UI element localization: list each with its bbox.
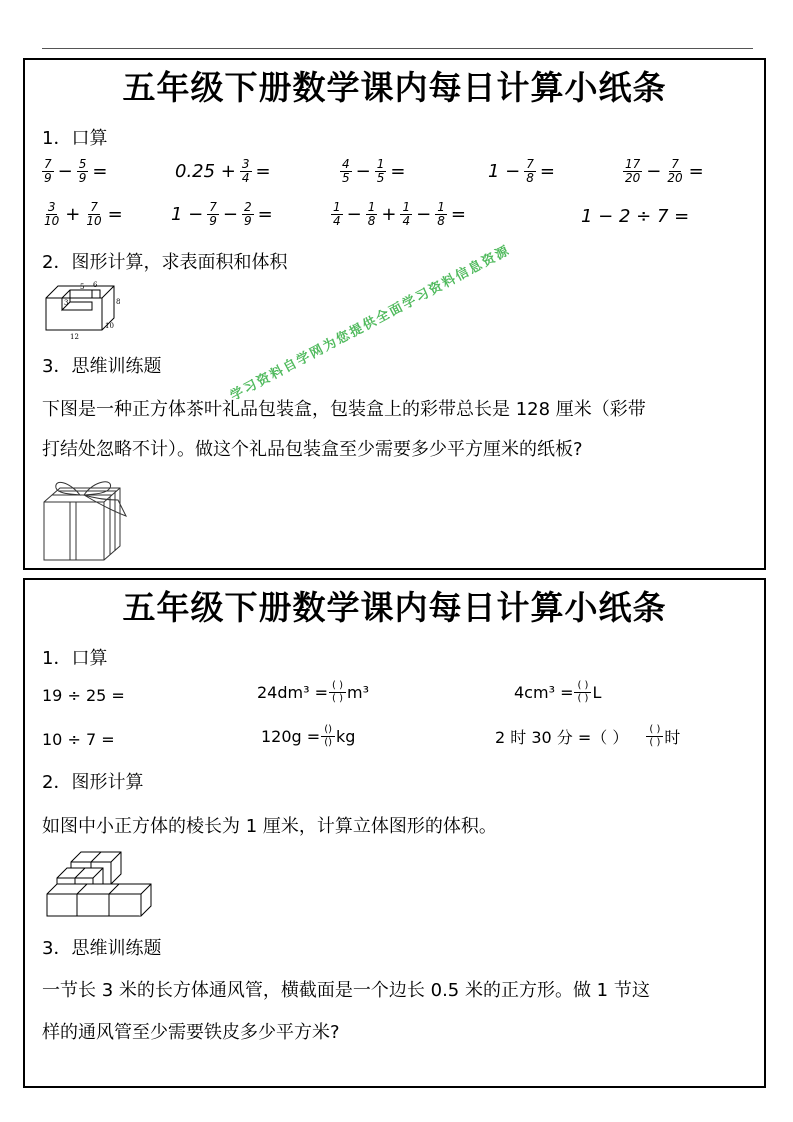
top-rule	[42, 48, 753, 49]
problem-line-2: 打结处忽略不计）。做这个礼品包装盒至少需要多少平方厘米的纸板?	[42, 439, 583, 460]
figure-description: 如图中小正方体的棱长为 1 厘米，计算立体图形的体积。	[42, 816, 497, 837]
problem-line-2: 样的通风管至少需要铁皮多少平方米?	[42, 1022, 340, 1043]
fraction: $\frac{7}{20}$	[667, 157, 683, 185]
fraction: $\frac{4}{5}$	[342, 157, 350, 185]
section-figure: 2．图形计算，求表面积和体积	[42, 252, 288, 273]
blank-fraction: () ()	[321, 724, 335, 749]
fraction: $\frac{1}{4}$	[402, 200, 411, 228]
cube-stack-figure	[43, 848, 153, 918]
section-thinking: 3．思维训练题	[42, 938, 162, 959]
calc-2: 24dm³ = ( ) ( ) m³	[257, 680, 369, 704]
fig-label: 5	[80, 283, 85, 291]
fig-label: 3	[64, 299, 69, 307]
fig-label: 6	[93, 281, 98, 289]
fraction: $\frac{1}{8}$	[367, 200, 376, 228]
expr-5: $\frac{17}{20}$ − $\frac{7}{20}$ =	[625, 157, 704, 185]
expr-9: 1 − 2 ÷ 7 =	[581, 206, 690, 227]
stepped-box-figure	[42, 278, 142, 342]
fig-label: 8	[116, 298, 121, 306]
fraction: $\frac{7}{9}$	[44, 157, 52, 185]
card-2	[23, 578, 766, 1088]
fraction: $\frac{17}{20}$	[625, 157, 641, 185]
fraction: $\frac{3}{4}$	[241, 157, 250, 185]
blank-fraction: ( ) ( )	[574, 680, 591, 705]
fraction: $\frac{1}{5}$	[376, 157, 385, 185]
fraction: $\frac{2}{9}$	[244, 200, 252, 228]
problem-line-1: 一节长 3 米的长方体通风管，横截面是一个边长 0.5 米的正方形。做 1 节这	[42, 980, 650, 1001]
expr-3: $\frac{4}{5}$ − $\frac{1}{5}$ =	[342, 157, 406, 185]
expr-2: 0.25 + $\frac{3}{4}$ =	[175, 157, 271, 185]
fraction: $\frac{7}{9}$	[209, 200, 217, 228]
fig-label: 10	[105, 322, 114, 330]
card-title: 五年级下册数学课内每日计算小纸条	[122, 68, 667, 107]
calc-5: 120g = () () kg	[261, 724, 356, 748]
fraction: $\frac{3}{10}$	[44, 200, 60, 228]
expr-6: $\frac{3}{10}$ + $\frac{7}{10}$ =	[44, 200, 123, 228]
fraction: $\frac{7}{8}$	[526, 157, 534, 185]
fraction: $\frac{7}{10}$	[86, 200, 102, 228]
calc-4: 10 ÷ 7 =	[42, 730, 115, 749]
fraction: $\frac{1}{4}$	[333, 200, 341, 228]
blank-fraction: ( ) ( )	[646, 724, 663, 749]
section-thinking: 3．思维训练题	[42, 356, 162, 377]
watermark: 学习资料自学网为您提供全面学习资料信息资源	[227, 242, 514, 404]
fig-label: 12	[70, 333, 79, 341]
section-figure: 2．图形计算	[42, 772, 144, 793]
calc-1: 19 ÷ 25 =	[42, 686, 125, 705]
expr-8: $\frac{1}{4}$ − $\frac{1}{8}$ + $\frac{1}{4}$ − $\frac{1}{8}$ =	[333, 200, 466, 228]
fraction: $\frac{5}{9}$	[78, 157, 87, 185]
expr-7: 1 − $\frac{7}{9}$ − $\frac{2}{9}$ =	[171, 200, 273, 228]
card-title: 五年级下册数学课内每日计算小纸条	[122, 588, 667, 627]
section-mental-math: 1．口算	[42, 648, 108, 669]
gift-box-figure	[40, 472, 135, 564]
expr-4: 1 − $\frac{7}{8}$ =	[488, 157, 555, 185]
problem-line-1: 下图是一种正方体茶叶礼品包装盒，包装盒上的彩带总长是 128 厘米（彩带	[42, 399, 646, 420]
fraction: $\frac{1}{8}$	[437, 200, 445, 228]
calc-3: 4cm³ = ( ) ( ) L	[514, 680, 602, 704]
blank-fraction: ( ) ( )	[329, 680, 346, 705]
section-mental-math: 1．口算	[42, 128, 108, 149]
calc-6: 2 时 30 分 =（ ） ( ) ( ) 时	[495, 724, 681, 748]
expr-1: $\frac{7}{9}$ − $\frac{5}{9}$ =	[44, 157, 108, 185]
